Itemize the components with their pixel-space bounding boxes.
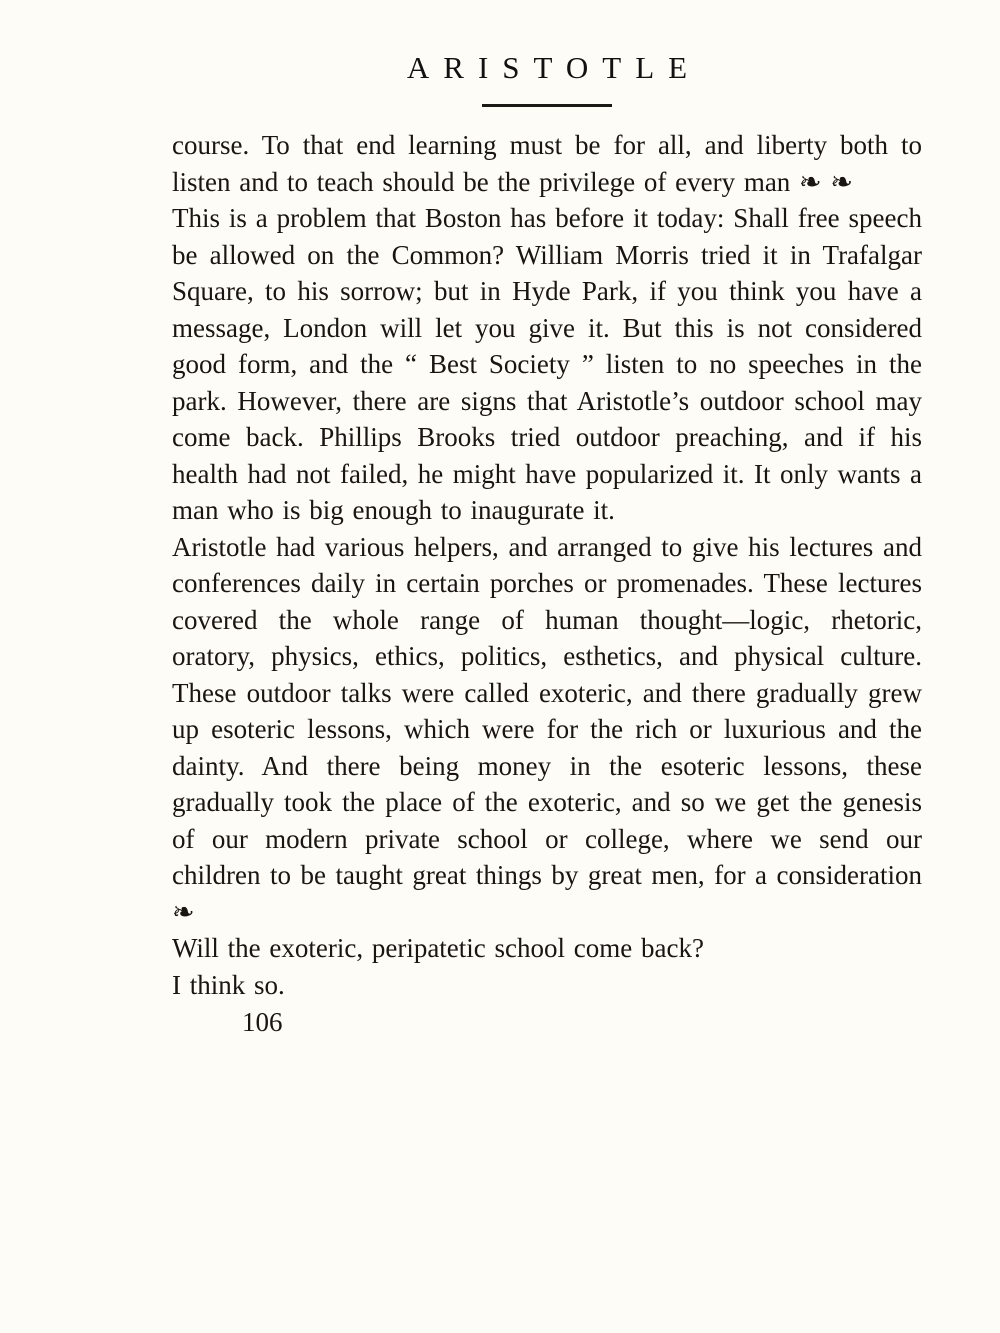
paragraph: course. To that end learning must be for all, and liberty both to listen and to teach should be the privilege of every man ❧ ❧ [172, 130, 922, 197]
text-block [172, 127, 922, 1003]
page-number: 106 [242, 1007, 283, 1037]
paragraph: Aristotle had various helpers, and arranged to give his lectures and conferences daily in certain porches or promenades. These lectures covered the whole range of human thought—logic, rhetoric, oratory, physics, ethics, politics, esthetics, and physical culture. These outdoor talks were called exoteric, and there gradually grew up esoteric lessons, which were for the rich or luxurious and the dainty. And there being money in the esoteric lessons, these gradually took the place of the exoteric, and so we get the genesis of our modern private school or college, where we send our children to be taught great things by great men, for a consideration ❧ [172, 531, 922, 927]
paragraph: Will the exoteric, peripatetic school come back? [172, 933, 704, 963]
paragraph: I think so. [172, 969, 285, 1000]
title-block [172, 50, 922, 107]
title-rule [482, 104, 612, 107]
page-title: ARISTOTLE [406, 50, 702, 85]
paragraph: This is a problem that Boston has before it today: Shall free speech be allowed on the Common? William Morris tried it in Trafalgar Square, to his sorrow; but in Hyde Park, if you think you have a message, London will let you give it. But this is not considered good form, and the “ Best Society ” listen to no speeches in the park. However, there are signs that Aristotle’s outdoor school may come back. Phillips Brooks tried outdoor preaching, and if his health had not failed, he might have popularized it. It only wants a man who is big enough to inaugurate it. [172, 203, 922, 525]
